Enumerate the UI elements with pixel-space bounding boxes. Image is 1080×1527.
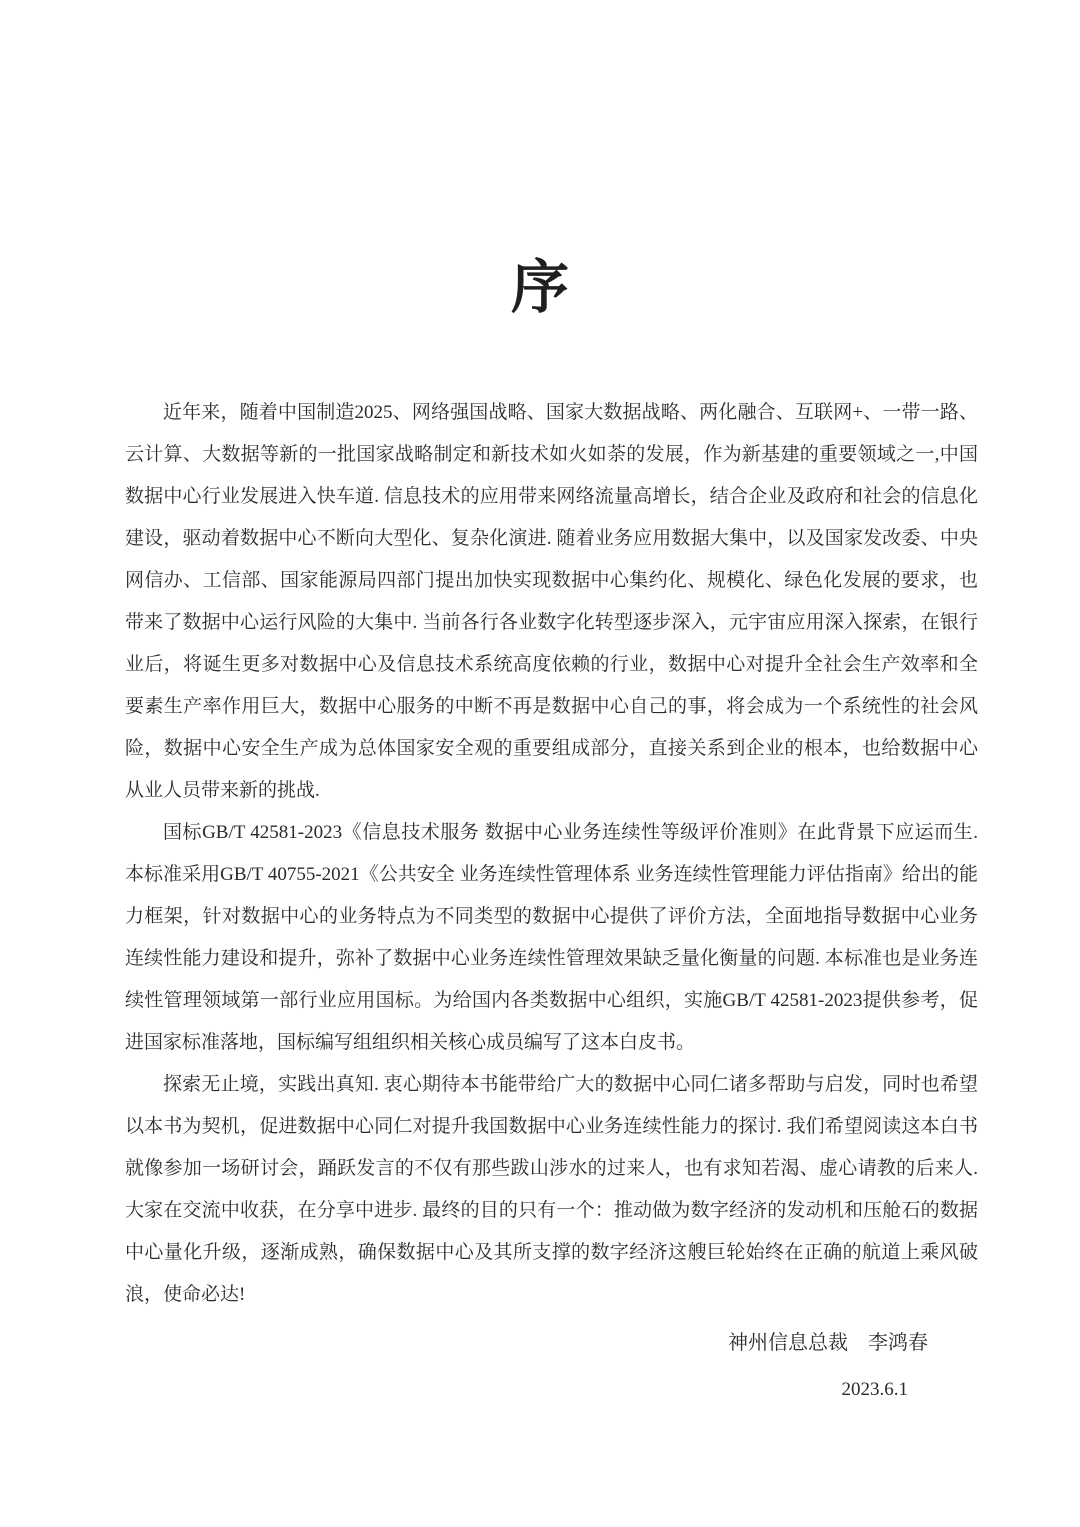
preface-body — [125, 392, 978, 1316]
page-title: 序 — [510, 255, 569, 320]
signature-block — [0, 1330, 1080, 1402]
preface-paragraph-2: 国标GB/T 42581-2023《信息技术服务 数据中心业务连续性等级评价准则》在此背景下应运而生. 本标准采用GB/T 40755-2021《公共安全 业务连续性管理体系 业务连续性管理能力评估指南》给出的能力框架，针对数据中心的业务特点为不同类型的数据中心提供了评价方法，全面地指导数据中心业务连续性能力建设和提升，弥补了数据中心业务连续性管理效果缺乏量化衡量的问题. 本标准也是业务连续性管理领域第一部行业应用国标。为给国内各类数据中心组织，实施GB/T 42581-2023提供参考，促进国家标准落地，国标编写组组织相关核心成员编写了这本白皮书。 — [125, 822, 978, 1053]
preface-paragraph-3: 探索无止境，实践出真知. 衷心期待本书能带给广大的数据中心同仁诸多帮助与启发，同时也希望以本书为契机，促进数据中心同仁对提升我国数据中心业务连续性能力的探讨. 我们希望阅读这本白书就像参加一场研讨会，踊跃发言的不仅有那些跋山涉水的过来人，也有求知若渴、虚心请教的后来人. 大家在交流中收获，在分享中进步. 最终的目的只有一个：推动做为数字经济的发动机和压舱石的数据中心量化升级，逐渐成熟，确保数据中心及其所支撑的数字经济这艘巨轮始终在正确的航道上乘风破浪，使命必达! — [125, 1074, 978, 1305]
preface-paragraph-1: 近年来，随着中国制造2025、网络强国战略、国家大数据战略、两化融合、互联网+、一带一路、云计算、大数据等新的一批国家战略制定和新技术如火如荼的发展，作为新基建的重要领域之一,中国数据中心行业发展进入快车道. 信息技术的应用带来网络流量高增长，结合企业及政府和社会的信息化建设，驱动着数据中心不断向大型化、复杂化演进. 随着业务应用数据大集中，以及国家发改委、中央网信办、工信部、国家能源局四部门提出加快实现数据中心集约化、规模化、绿色化发展的要求，也带来了数据中心运行风险的大集中. 当前各行各业数字化转型逐步深入，元宇宙应用深入探索，在银行业后，将诞生更多对数据中心及信息技术系统高度依赖的行业，数据中心对提升全社会生产效率和全要素生产率作用巨大，数据中心服务的中断不再是数据中心自己的事，将会成为一个系统性的社会风险，数据中心安全生产成为总体国家安全观的重要组成部分，直接关系到企业的根本，也给数据中心从业人员带来新的挑战. — [125, 402, 978, 801]
signature-name: 神州信息总裁 李鸿春 — [728, 1332, 928, 1354]
signature-date: 2023.6.1 — [841, 1379, 908, 1400]
